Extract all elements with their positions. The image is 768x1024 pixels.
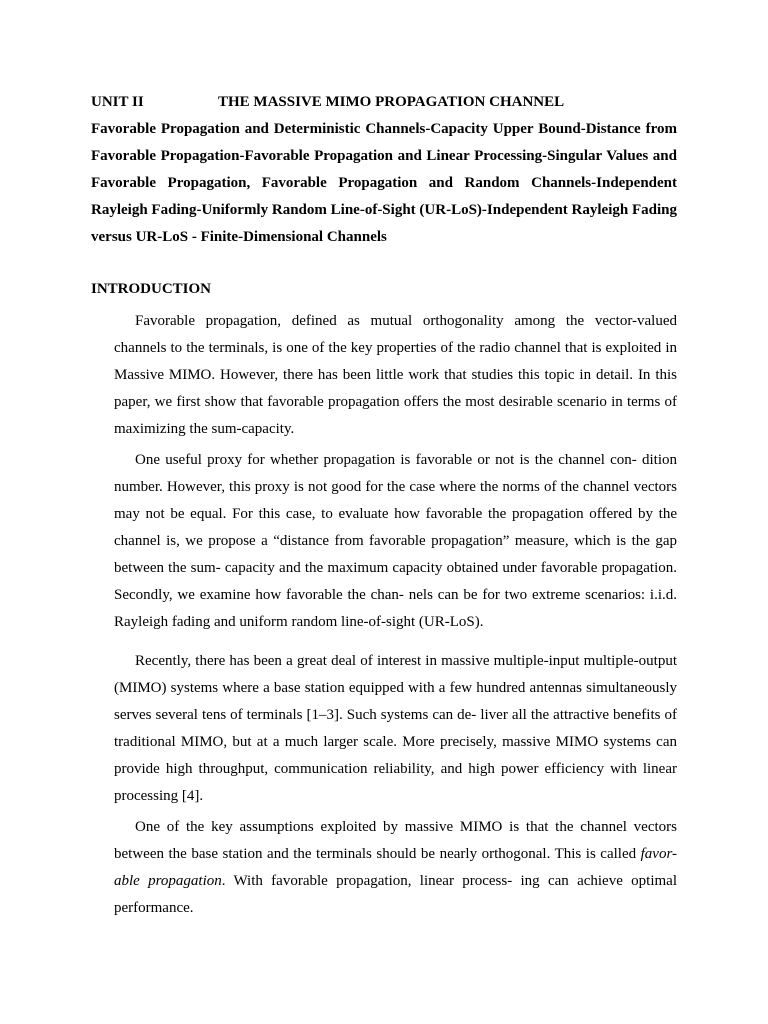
unit-header (91, 93, 681, 112)
section-heading-introduction: INTRODUCTION (91, 281, 212, 297)
unit-label: UNIT II (91, 94, 144, 110)
paragraph-3: Recently, there has been a great deal of interest in massive multiple-input multiple-output (MIMO) systems where a base station equipped with a few hundred antennas simultaneously serves several tens of terminals [1–3]. Such systems can de- liver all the attractive benefits of traditional MIMO, but at a much larger scale. More precisely, massive MIMO systems can provide high throughput, communication reliability, and high power efficiency with linear processing [4]. (114, 653, 677, 804)
paragraph-4-text-start: One of the key assumptions exploited by massive MIMO is that the channel vectors between the base station and the terminals should be nearly orthogonal. This is called (114, 819, 677, 862)
paragraph-1: Favorable propagation, defined as mutual orthogonality among the vector-valued channels to the terminals, is one of the key properties of the radio channel that is exploited in Massive MIMO. However, there has been little work that studies this topic in detail. In this paper, we first show that favorable propagation offers the most desirable scenario in terms of maximizing the sum-capacity. (114, 313, 677, 437)
paragraph-4 (114, 814, 677, 922)
unit-title: THE MASSIVE MIMO PROPAGATION CHANNEL (218, 94, 565, 110)
paragraph-4-text-end: . With favorable propagation, linear process- ing can achieve optimal performance. (114, 873, 677, 916)
paragraph-4-emphasis: favor- able propagation (114, 846, 677, 889)
paragraph-2: One useful proxy for whether propagation is favorable or not is the channel con- dition number. However, this proxy is not good for the case where the norms of the channel vectors may not be equal. For this case, to evaluate how favorable the propagation offered by the channel is, we propose a “distance from favorable propagation” measure, which is the gap between the sum- capacity and the maximum capacity obtained under favorable propagation. Secondly, we examine how favorable the chan- nels can be for two extreme scenarios: i.i.d. Rayleigh fading and uniform random line-of-sight (UR-LoS). (114, 452, 677, 630)
unit-topics: Favorable Propagation and Deterministic Channels-Capacity Upper Bound-Distance from Favorable Propagation-Favorable Propagation and Linear Processing-Singular Values and Favorable Propagation, Favorable Propagation and Random Channels-Independent Rayleigh Fading-Uniformly Random Line-of-Sight (UR-LoS)-Independent Rayleigh Fading versus UR-LoS - Finite-Dimensional Channels (91, 121, 677, 245)
